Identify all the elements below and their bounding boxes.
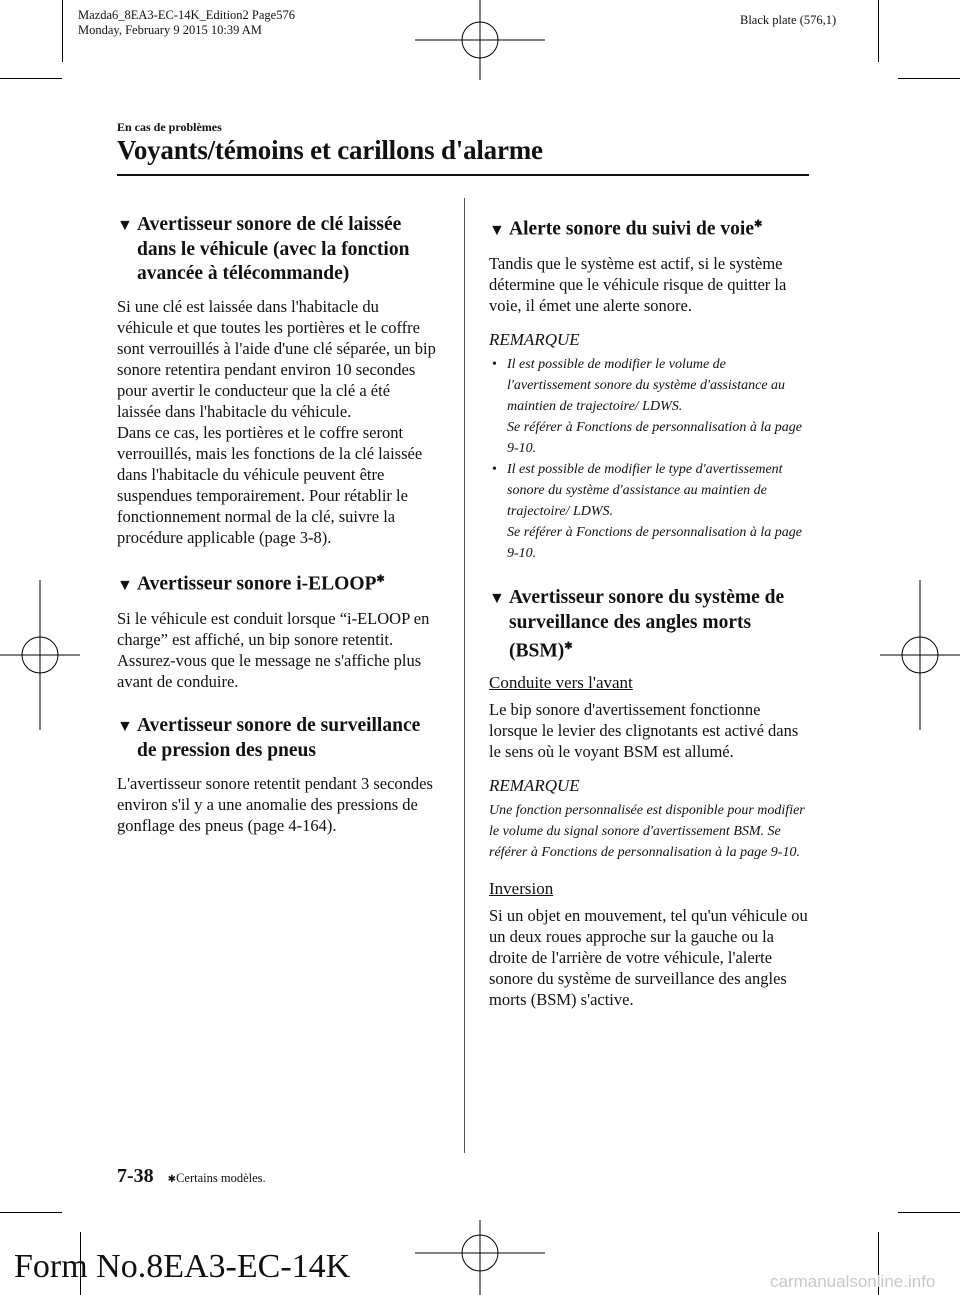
paragraph: Le bip sonore d'avertissement fonctionne lorsque le levier des clignotants est activé dans le sens où le voyant BSM est allumé. (489, 700, 799, 761)
column-divider (464, 198, 465, 1153)
remark-item: • Il est possible de modifier le type d'avertissement sonore du système d'assistance au maintien de trajectoire/ LDWS. Se référer à Fonctions de personnalisation à la page 9-10. (489, 459, 809, 564)
remark-item: • Il est possible de modifier le volume de l'avertissement sonore du système d'assistance au maintien de trajectoire/ LDWS. Se référer à Fonctions de personnalisation à la page 9-10. (489, 354, 809, 459)
crop-mark (0, 78, 62, 79)
remark-label: REMARQUE (489, 329, 580, 349)
footnote: Certains modèles. (176, 1171, 266, 1185)
registration-target-right (880, 580, 960, 730)
remark-label: REMARQUE (489, 776, 580, 795)
form-number: Form No.8EA3-EC-14K (14, 1248, 351, 1285)
paragraph: Si une clé est laissée dans l'habitacle du véhicule et que toutes les portières et le coffre sont verrouillés à l'aide d'une clé séparée, un bip sonore retentira pendant environ 10 secondes pour avertir le conducteur que la clé a été laissée dans l'habitacle du véhicule. (117, 297, 436, 421)
remark-text: Une fonction personnalisée est disponible pour modifier le volume du signal sonore d'avertissement BSM. Se référer à Fonctions de personnalisation à la page 9-10. (489, 803, 805, 860)
page-number: 7-38 (117, 1165, 154, 1187)
remark-list (489, 354, 809, 564)
heading-bsm-warning: ▼ Avertisseur sonore du système de surveillance des angles morts (BSM)✱ (489, 586, 785, 661)
registration-target-top (415, 0, 545, 90)
paragraph: Si un objet en mouvement, tel qu'un véhicule ou un deux roues approche sur la gauche ou la droite de l'arrière de votre véhicule, l'alerte sonore du système de surveillance des angles morts (BSM) s'active. (489, 906, 808, 1009)
paragraph: Si le véhicule est conduit lorsque “i-ELOOP en charge” est affiché, un bip sonore retentit. Assurez-vous que le message ne s'affiche plus avant de conduire. (117, 608, 430, 691)
triangle-icon: ▼ (117, 217, 133, 234)
star-icon: ✱ (376, 574, 385, 585)
right-column (489, 213, 809, 1024)
registration-target-bottom (415, 1220, 545, 1295)
page-title: Voyants/témoins et carillons d'alarme (117, 135, 543, 165)
watermark: carmanualsonline.info (770, 1272, 936, 1291)
title-rule (117, 174, 809, 176)
file-info (78, 8, 295, 38)
paragraph: Tandis que le système est actif, si le système détermine que le véhicule risque de quitter la voie, il émet une alerte sonore. (489, 253, 787, 315)
crop-mark (0, 1212, 62, 1213)
page-footer (117, 1165, 266, 1188)
plate-label: Black plate (576,1) (740, 13, 837, 27)
file-date: Monday, February 9 2015 10:39 AM (78, 23, 262, 37)
subheading-reverse: Inversion (489, 879, 554, 898)
heading-tire-pressure-warning: ▼ Avertisseur sonore de surveillance de pression des pneus (117, 714, 421, 761)
crop-mark (898, 78, 960, 79)
registration-target-left (0, 580, 80, 730)
star-icon: ✱ (754, 219, 763, 230)
file-name: Mazda6_8EA3-EC-14K_Edition2 Page576 (78, 8, 295, 22)
triangle-icon: ▼ (489, 589, 505, 607)
heading-lane-alert: ▼ Alerte sonore du suivi de voie✱ (489, 213, 809, 243)
crop-mark (878, 0, 879, 62)
crop-mark (898, 1212, 960, 1213)
heading-key-left-warning: ▼ Avertisseur sonore de clé laissée dans le véhicule (avec la fonction avancée à télécommande) (117, 214, 410, 284)
triangle-icon: ▼ (489, 221, 505, 239)
star-icon: ✱ (564, 640, 573, 652)
left-column (117, 213, 437, 850)
section-name: En cas de problèmes (117, 120, 222, 134)
triangle-icon: ▼ (117, 576, 133, 594)
paragraph: L'avertisseur sonore retentit pendant 3 secondes environ s'il y a une anomalie des pressions de gonflage des pneus (page 4-164). (117, 773, 433, 835)
bullet-icon: • (492, 461, 497, 477)
bullet-icon: • (492, 356, 497, 372)
triangle-icon: ▼ (117, 717, 133, 735)
paragraph: Dans ce cas, les portières et le coffre seront verrouillés, mais les fonctions de la clé laissée dans l'habitacle du véhicule peuvent être suspendues temporairement. Pour rétablir le fonctionnement normal de la clé, suivre la procédure applicable (page 3-8). (117, 423, 423, 547)
subheading-forward: Conduite vers l'avant (489, 673, 633, 692)
crop-mark (62, 0, 63, 62)
heading-ieloop-warning: ▼ Avertisseur sonore i-ELOOP✱ (117, 568, 437, 598)
star-icon: ✱ (167, 1174, 177, 1185)
